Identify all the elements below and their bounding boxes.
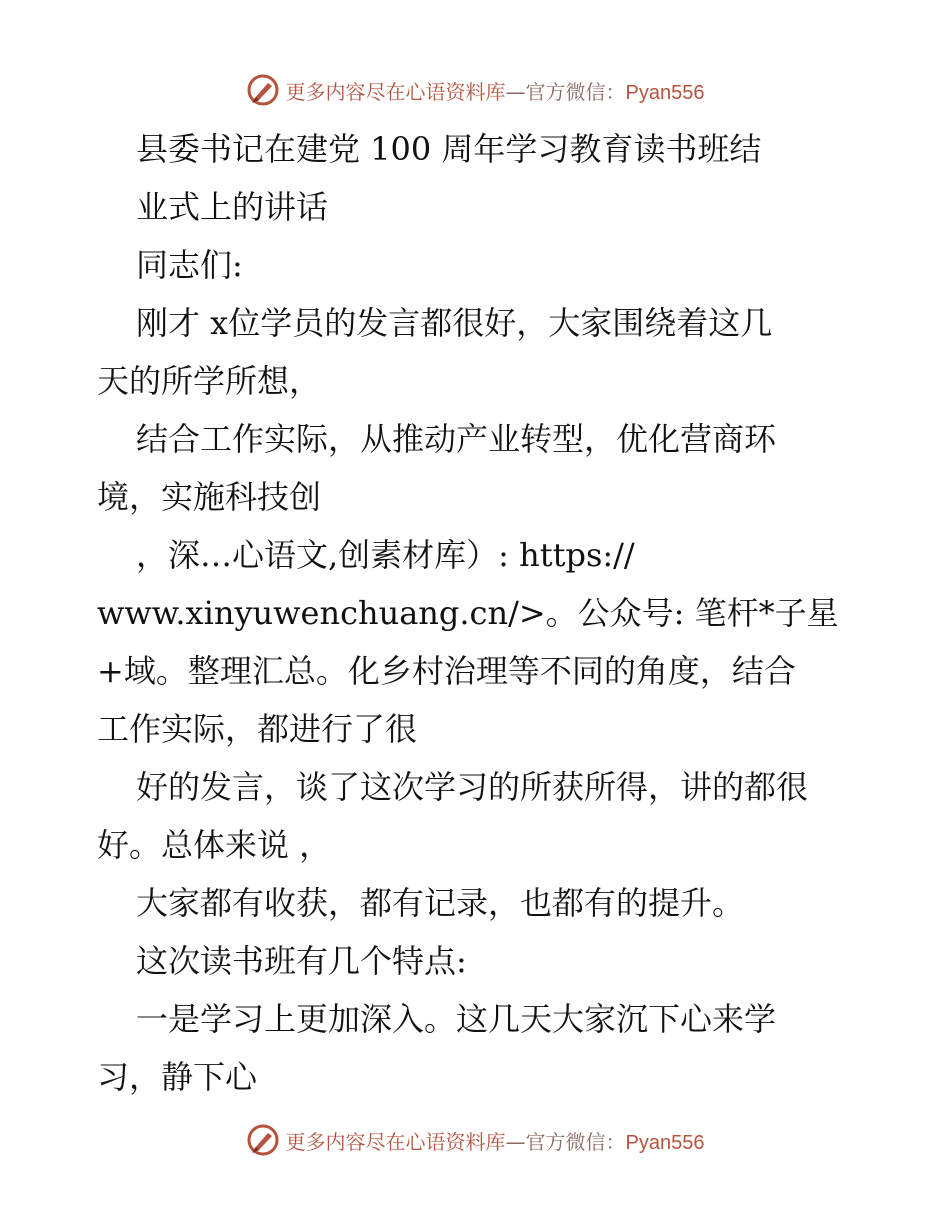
salutation: 同志们: [136,246,243,284]
watermark-text: 更多内容尽在心语资料库—官方微信：Pyan556 [285,79,705,104]
paragraph-line: 这次读书班有几个特点: [136,942,467,980]
document-title-line-2: 业式上的讲话 [136,188,329,226]
header-watermark [0,70,950,110]
paragraph-line: 结合工作实际，从推动产业转型，优化营商环 [136,420,777,458]
paragraph-line: 大家都有收获，都有记录，也都有的提升。 [136,884,745,922]
pen-in-circle-logo [246,73,280,107]
paragraph-line: ，深…心语文,创素材库）: https:// [136,536,635,574]
pen-in-circle-logo [246,1123,280,1157]
paragraph-line: 好的发言，谈了这次学习的所获所得，讲的都很 [136,768,809,806]
paragraph-line: +域。整理汇总。化乡村治理等不同的角度，结合 [97,652,796,690]
paragraph-line: 境，实施科技创 [97,478,322,516]
paragraph-line: 工作实际，都进行了很 [97,710,418,748]
watermark-text: 更多内容尽在心语资料库—官方微信：Pyan556 [285,1129,705,1154]
paragraph-line: 一是学习上更加深入。这几天大家沉下心来学 [136,1000,777,1038]
paragraph-line: www.xinyuwenchuang.cn/>。公众号: 笔杆*子星 [97,594,839,632]
paragraph-line: 刚才 x位学员的发言都很好，大家围绕着这几 [136,304,773,342]
footer-watermark [0,1120,950,1160]
document-title-line-1: 县委书记在建党 100 周年学习教育读书班结 [136,130,762,168]
document-body [97,120,857,1106]
paragraph-line: 习，静下心 [97,1058,258,1096]
paragraph-line: 天的所学所想， [97,362,322,400]
paragraph-line: 好。总体来说 ， [97,826,332,864]
